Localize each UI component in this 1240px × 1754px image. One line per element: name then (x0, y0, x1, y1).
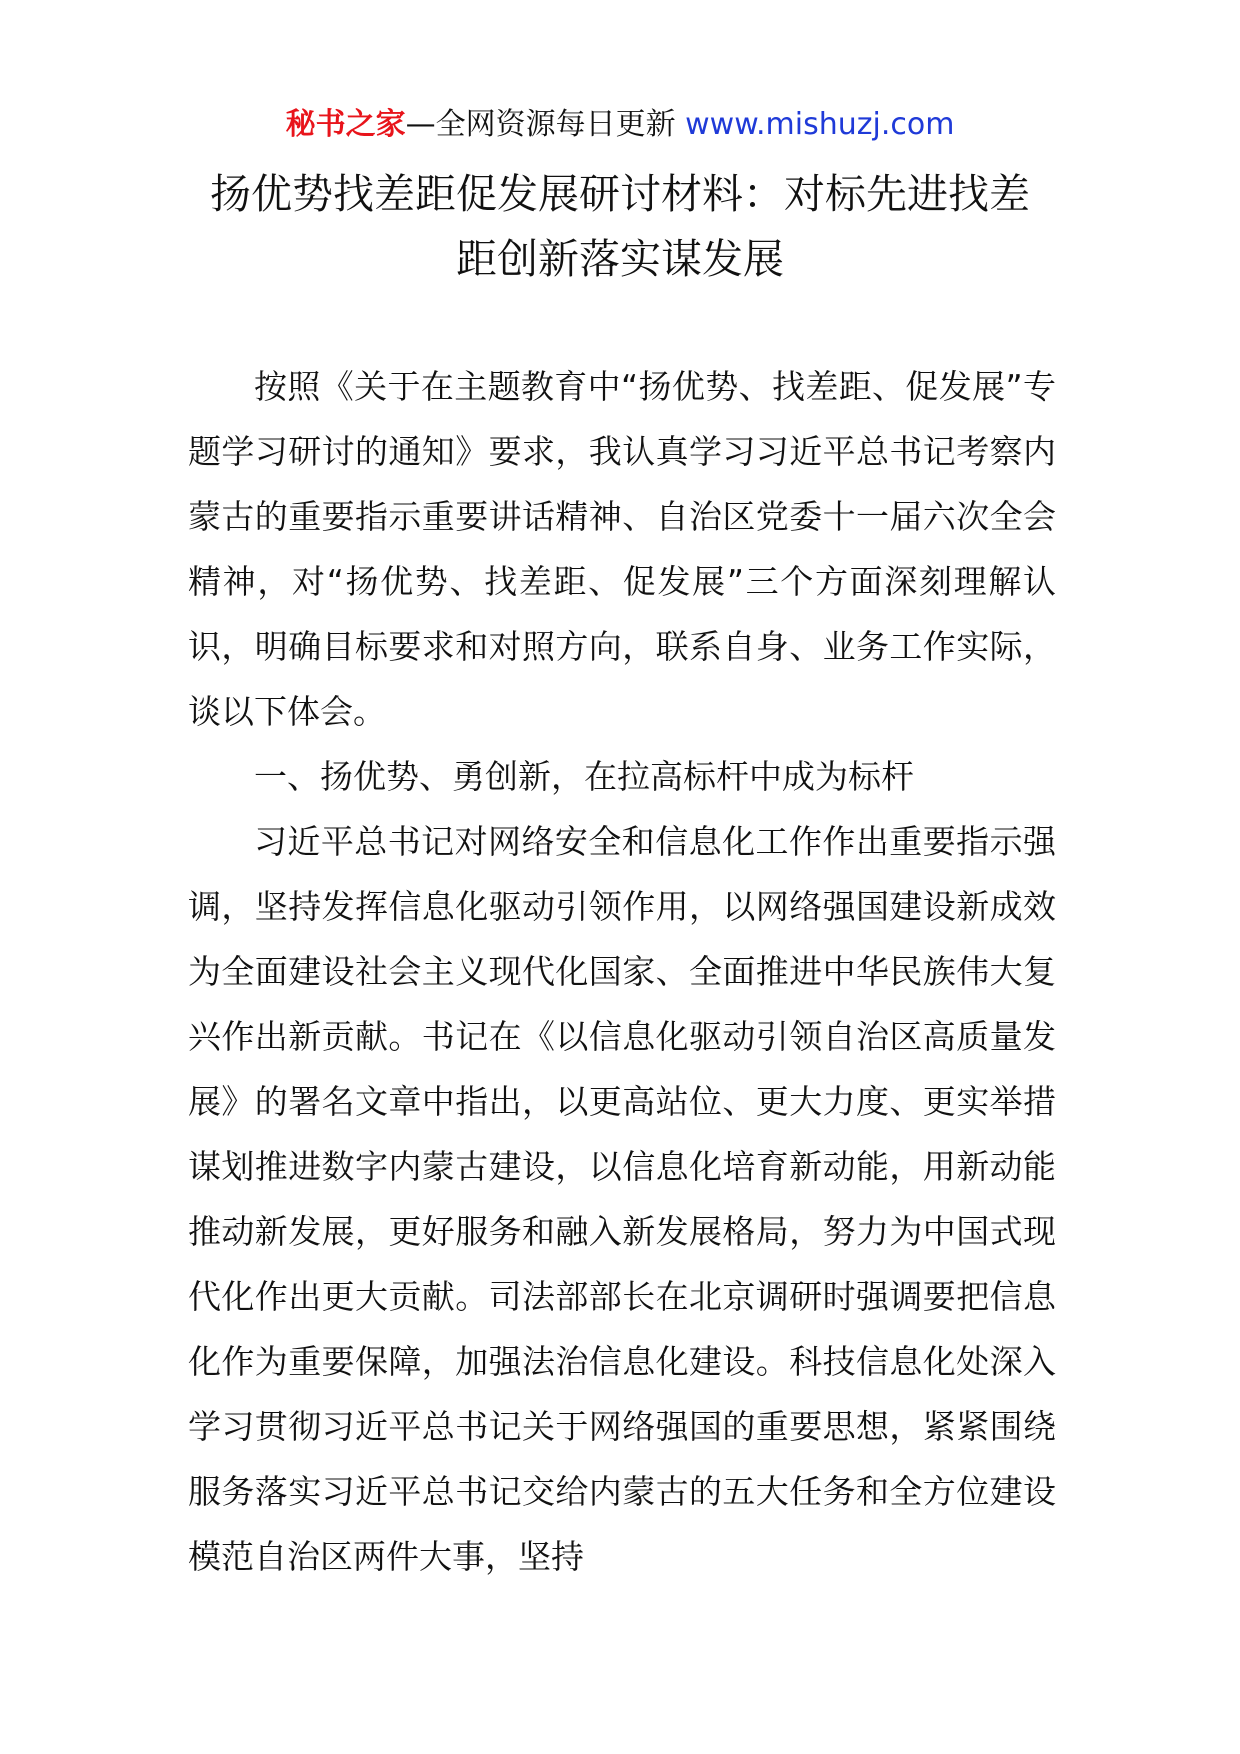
document-body (188, 354, 1056, 1589)
body-paragraph: 习近平总书记对网络安全和信息化工作作出重要指示强调，坚持发挥信息化驱动引领作用，以网络强国建设新成效为全面建设社会主义现代化国家、全面推进中华民族伟大复兴作出新贡献。书记在《以信息化驱动引领自治区高质量发展》的署名文章中指出，以更高站位、更大力度、更实举措谋划推进数字内蒙古建设，以信息化培育新动能，用新动能推动新发展，更好服务和融入新发展格局，努力为中国式现代化作出更大贡献。司法部部长在北京调研时强调要把信息化作为重要保障，加强法治信息化建设。科技信息化处深入学习贯彻习近平总书记关于网络强国的重要思想，紧紧围绕服务落实习近平总书记交给内蒙古的五大任务和全方位建设模范自治区两件大事，坚持 (188, 822, 1056, 1576)
section-heading: 一、扬优势、勇创新，在拉高标杆中成为标杆 (254, 757, 914, 796)
watermark-brand: 秘书之家 (285, 107, 406, 142)
watermark-banner (0, 100, 1240, 150)
watermark-url: www.mishuzj.com (685, 107, 955, 142)
intro-paragraph: 按照《关于在主题教育中“扬优势、找差距、促发展”专题学习研讨的通知》要求，我认真学习习近平总书记考察内蒙古的重要指示重要讲话精神、自治区党委十一届六次全会精神，对“扬优势、找差距、促发展”三个方面深刻理解认识，明确目标要求和对照方向，联系自身、业务工作实际，谈以下体会。 (188, 367, 1056, 731)
watermark-tagline: —全网资源每日更新 (405, 107, 686, 142)
document-title: 扬优势找差距促发展研讨材料：对标先进找差距创新落实谋发展 (210, 170, 1030, 283)
